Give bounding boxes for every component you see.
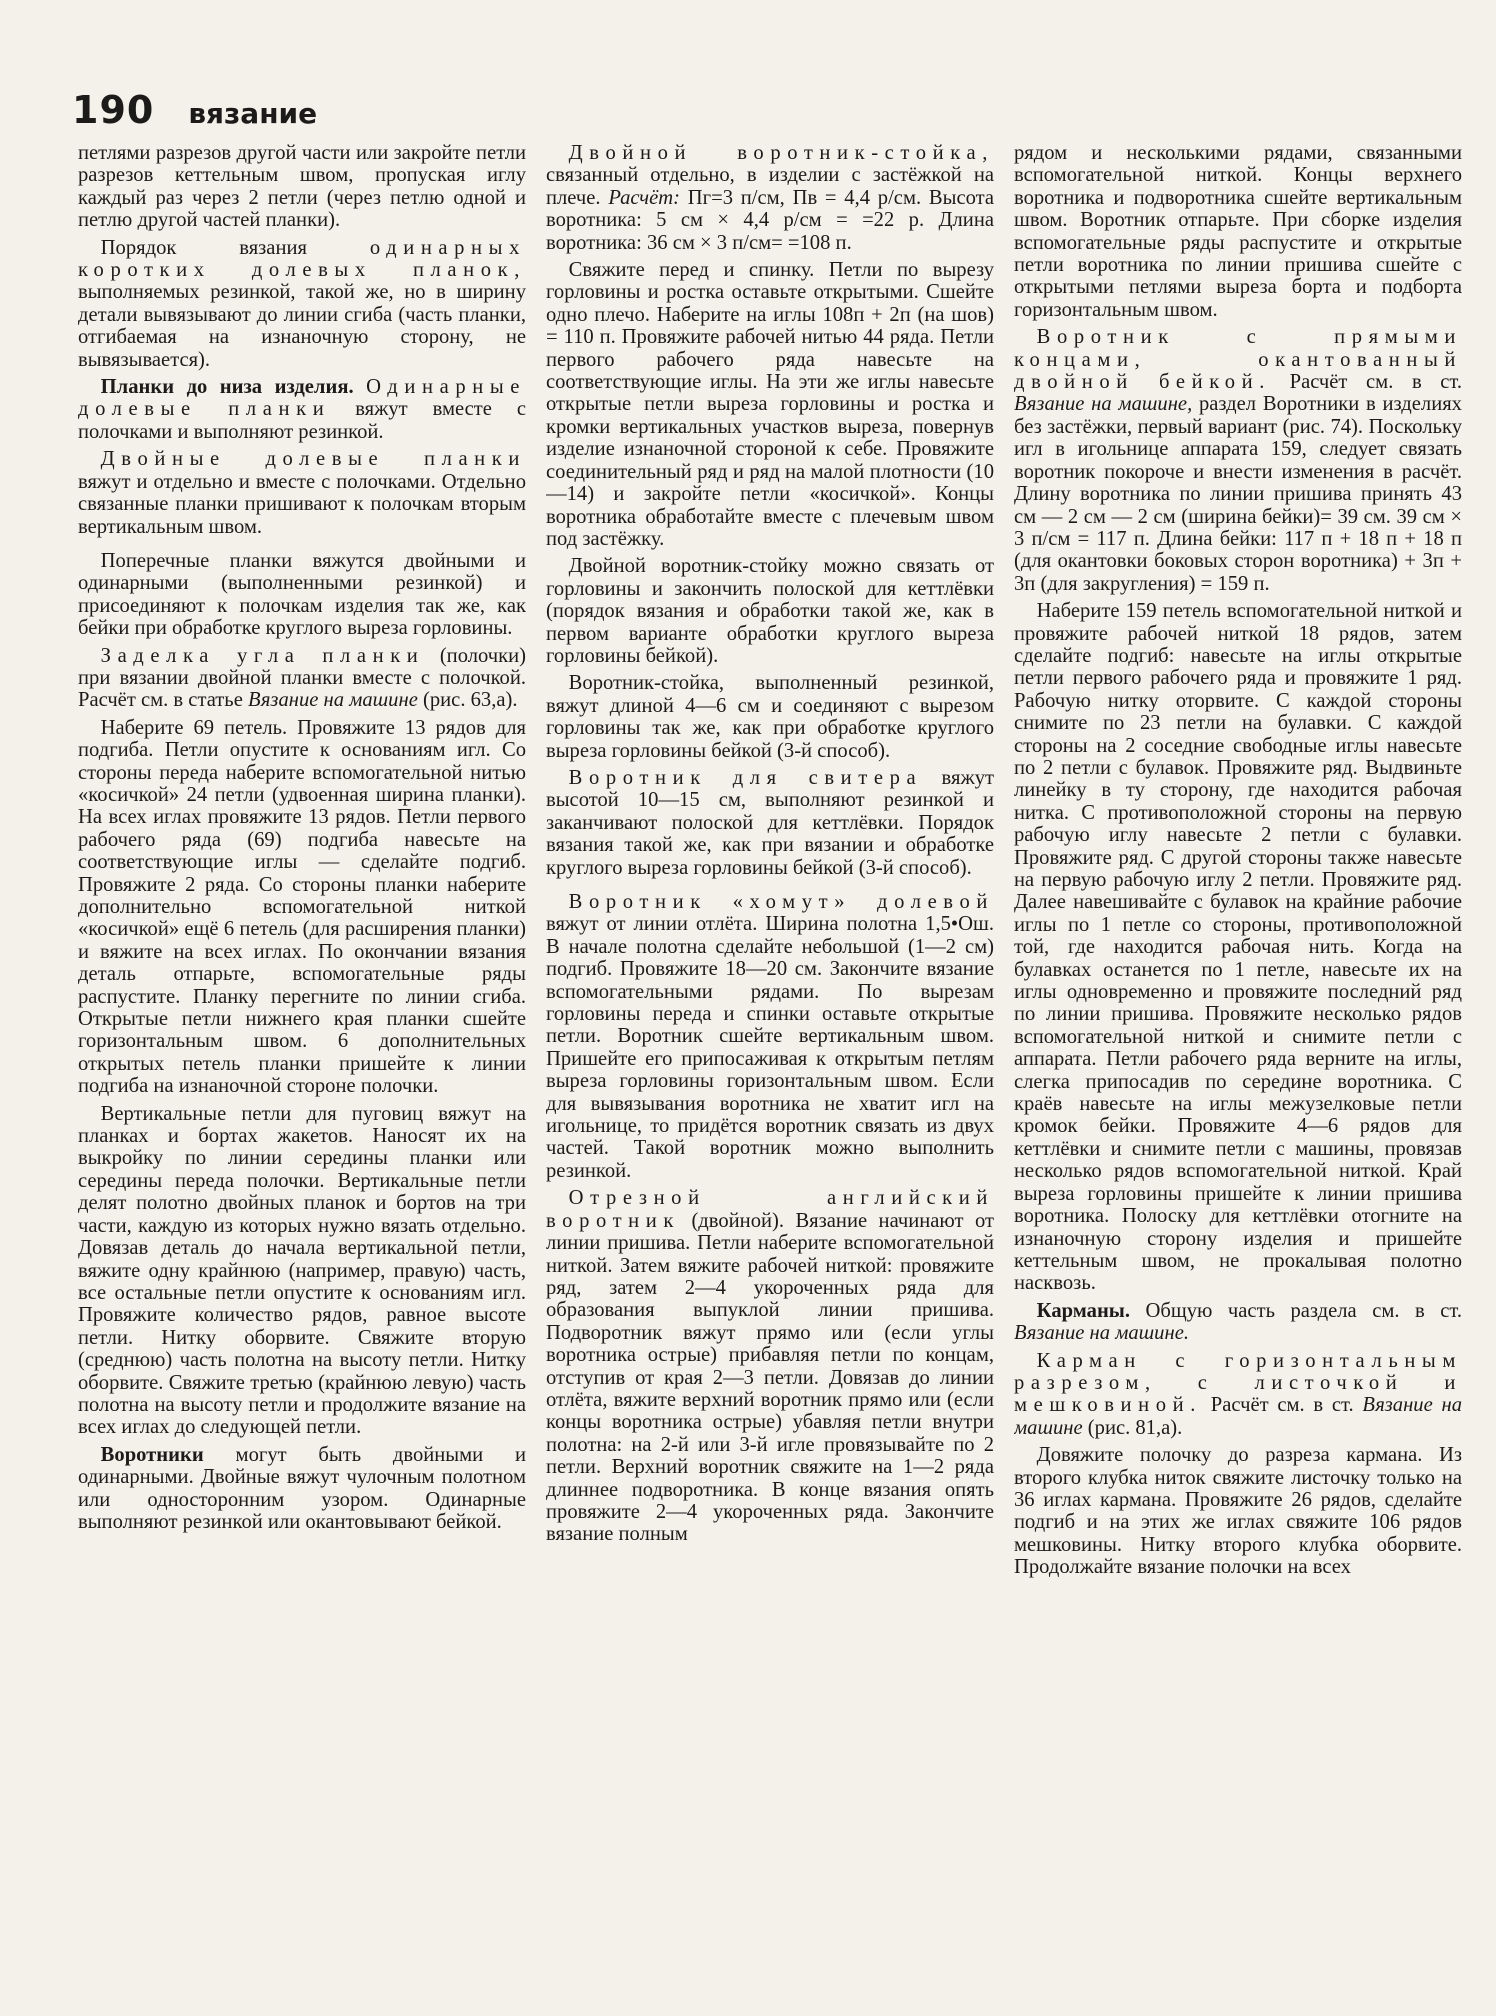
term: Двойные долевые планки — [100, 448, 526, 471]
term: Воротник для свитера — [568, 766, 923, 789]
text-columns — [78, 142, 1462, 1992]
column-2 — [546, 142, 994, 1992]
paragraph — [546, 1187, 994, 1546]
text: вяжут от линии отлёта. Ширина полотна 1,5•Ош. В начале полотна сделайте небольшой (1—2 см) подгиб. Провяжите 18—20 см. Закончите вязание вспомогательными рядами. По вырезам горловины переда и спинки оставьте открытые петли. Воротник сшейте вертикальным швом. Пришейте его припосаживая к открытым петлям выреза горловины горизонтальным швом. Если для вывязывания воротника не хватит игл на игольнице, то придётся воротник связать из двух частей. Такой воротник можно выполнить резинкой. — [546, 913, 994, 1182]
paragraph: Довяжите полочку до разреза кармана. Из второго клубка ниток свяжите листочку только на 36 иглах кармана. Провяжите 26 рядов, сделайте подгиб и на этих же иглах свяжите 106 рядов мешковины. Нитку второго клубка оборвите. Продолжайте вязание полочки на всех — [1014, 1444, 1462, 1579]
paragraph — [78, 376, 526, 443]
text: Пг=3 п/см, Пв = 4,4 р/см. Высота воротника: 5 см × 4,4 р/см = =22 р. Длина воротника: 36 см × 3 п/см= =108 п. — [546, 186, 994, 254]
running-title: вязание — [188, 97, 318, 130]
column-3 — [1014, 142, 1462, 1992]
paragraph — [78, 645, 526, 712]
text: (рис. 63,а). — [423, 689, 518, 712]
text: Общую часть раздела см. в ст. — [1145, 1299, 1462, 1322]
term: Отрезной английский воротник — [546, 1187, 994, 1232]
paragraph: Наберите 159 петель вспомогательной ниткой и провяжите рабочей ниткой 18 рядов, затем сделайте подгиб: навесьте на иглы открытые петли первого рабочего ряда и провяжите 1 ряд. Рабочую нитку оторвите. С каждой стороны снимите по 23 петли на булавки. С каждой стороны на 2 соседние свободные иглы навесьте по 2 петли с булавок. Провяжите ряд. Выдвиньте линейку в ту сторону, где находится рабочая нитка. С противоположной стороны на первую рабочую иглу навесьте 2 петли с булавки. Провяжите ряд. С другой стороны также навесьте на первую рабочую иглу 2 петли. Провяжите ряд. Далее навешивайте с булавок на крайние рабочие иглы по 1 петле со стороны, противоположной той, где находится рабочая нить. Когда на булавках останется по 1 петле, навесьте их на иглы одновременно и провяжите последний ряд по линии пришива. Провяжите несколько рядов вспомогательной ниткой и снимите петли с аппарата. Петли рабочего ряда верните на иглы, слегка припосадив по середине воротника. С краёв навесьте на иглы межузелковые петли кромок бейки. Провяжите 4—6 рядов для кеттлёвки и снимите петли с машины, провязав несколько рядов вспомогательной ниткой. Край выреза горловины пришейте к линии пришива воротника. Полоску для кеттлёвки отогните на изнаночную сторону изделия и пришейте кеттельным швом, не прокалывая полотно насквозь. — [1014, 600, 1462, 1295]
paragraph — [78, 448, 526, 538]
paragraph — [546, 142, 994, 254]
paragraph — [546, 767, 994, 879]
text: (двойной). Вязание начинают от линии пришива. Петли наберите вспомогательной ниткой. Затем вяжите рабочей ниткой: провяжите ряд, затем 2—4 укороченных ряда для образования выпуклой линии пришива. Подворотник вяжут прямо или (если углы воротника острые) прибавляя петли по концам, отступив от края 2—3 петли. Довязав до линии отлёта, вяжите верхний воротник прямо или (если концы воротника острые) убавляя петли внутри полотна: на 2-й или 3-й игле провязывайте по 2 петли. Верхний воротник свяжите на 1—2 ряда длиннее подворотника. В конце вязания опять провяжите 2—4 укороченных ряда. Закончите вязание полным — [546, 1209, 994, 1546]
term: Одинарные долевые планки — [78, 376, 526, 421]
page-number: 190 — [72, 88, 155, 132]
paragraph — [78, 1444, 526, 1534]
text: (рис. 81,а). — [1087, 1416, 1183, 1439]
italic-reference: Вязание на машине — [248, 689, 418, 712]
text: вяжут вместе с полочками и выполняют резинкой. — [78, 398, 526, 443]
text: связанный отдельно, в изделии с застёжкой на плече. — [546, 164, 994, 209]
paragraph — [546, 891, 994, 1182]
term: Воротник «хомут» долевой — [568, 891, 994, 913]
italic-reference: Вязание на машине, — [1014, 393, 1193, 416]
paragraph — [1014, 1300, 1462, 1345]
paragraph: Свяжите перед и спинку. Петли по вырезу горловины и ростка оставьте открытыми. Сшейте одно плечо. Наберите на иглы 108п + 2п (на шов) = 110 п. Провяжите рабочей нитью 44 ряда. Петли первого рабочего ряда навесьте на соответствующие иглы. На эти же иглы навесьте открытые петли выреза горловины и ростка и кромки вертикальных участков выреза, повернув изделие изнаночной стороной к себе. Провяжите соединительный ряд и ряд на малой плотности (10—14) и закройте петли «косичкой». Концы воротника обработайте вместе с плечевым швом под застёжку. — [546, 259, 994, 550]
text: Расчёт см. в ст. — [1289, 371, 1462, 394]
term: Двойной воротник-стойка, — [568, 142, 994, 164]
text: Расчёт см. в ст. — [1210, 1394, 1354, 1417]
paragraph: Наберите 69 петель. Провяжите 13 рядов для подгиба. Петли опустите к основаниям игл. Со стороны переда наберите вспомогательной нитью «косичкой» 24 петли (удвоенная ширина планки). На всех иглах провяжите 13 рядов. Петли первого рабочего ряда (69) подгиба навесьте на соответствующие иглы — сделайте подгиб. Провяжите 2 ряда. Со стороны планки наберите дополнительно вспомогательной ниткой «косичкой» ещё 6 петель (для расширения планки) и вяжите на всех иглах. По окончании вязания деталь отпарьте, вспомогательные ряды распустите. Планку перегните по линии сгиба. Открытые петли нижнего края планки сшейте горизонтальным швом. 6 дополнительных открытых петель планки пришейте к линии подгиба на изнаночной стороне полочки. — [78, 716, 526, 1098]
bold-heading: Карманы. — [1036, 1299, 1131, 1322]
text: (полочки) при вязании двойной планки вместе с полочкой. Расчёт см. в статье — [78, 644, 526, 712]
text: вяжут высотой 10—15 см, выполняют резинкой и заканчивают полоской для кеттлёвки. Порядок вязания такой же, как при вязании и обработке круглого выреза горловины бейкой (3-й способ). — [546, 766, 994, 879]
paragraph: Воротник-стойка, выполненный резинкой, вяжут длиной 4—6 см и соединяют с вырезом горловины так же, как при обработке круглого выреза горловины бейкой (3-й способ). — [546, 672, 994, 762]
italic-reference: Вязание на машине. — [1014, 1322, 1189, 1345]
bold-heading: Планки до низа изделия. — [100, 376, 354, 399]
text: выполняемых резинкой, такой же, но в ширину детали вывязывают до линии сгиба (часть планки, отгибаемая на изнаночную сторону, не вывязывается). — [78, 281, 526, 371]
paragraph — [78, 237, 526, 371]
paragraph: Вертикальные петли для пуговиц вяжут на планках и бортах жакетов. Наносят их на выкройку по линии середины планки или середины переда полочки. Вертикальные петли делят полотно двойных планок и бортов на три части, каждую из которых нужно вязать отдельно. Довязав деталь до начала вертикальной петли, вяжите одну крайнюю (например, правую) часть, все остальные петли опустите к основаниям игл. Провяжите количество рядов, равное высоте петли. Нитку оборвите. Свяжите вторую (среднюю) часть полотна на высоту петли. Нитку оборвите. Свяжите третью (крайнюю левую) часть полотна на высоту петли и продолжите вязание на всех иглах до следующей петли. — [78, 1102, 526, 1439]
text: могут быть двойными и одинарными. Двойные вяжут чулочным полотном или односторонним узором. Одинарные выполняют резинкой или окантовывают бейкой. — [78, 1443, 526, 1533]
bold-heading: Воротники — [100, 1443, 204, 1466]
italic-reference: Вязание на машине — [1014, 1394, 1462, 1439]
term: одинарных коротких долевых планок, — [78, 236, 526, 282]
text: раздел Воротники в изделиях без застёжки, первый вариант (рис. 74). Поскольку игл в игольнице аппарата 159, следует связать воротник покороче и внести изменения в расчёт. Длину воротника по линии пришива принять 43 см — 2 см — 2 см (ширина бейки)= 39 см. 39 см × 3 п/см = 117 п. Длина бейки: 117 п + 18 п + 18 п (для окантовки боковых сторон воротника) + 3п + 3п (для закругления) = 159 п. — [1014, 393, 1462, 595]
italic-reference: Расчёт: — [608, 186, 680, 209]
text: вяжут и отдельно и вместе с полочками. Отдельно связанные планки пришивают к полочкам вторым вертикальным швом. — [78, 470, 526, 538]
page-header — [72, 88, 317, 132]
term: Заделка угла планки — [100, 644, 425, 667]
paragraph: рядом и несколькими рядами, связанными вспомогательной ниткой. Концы верхнего воротника и подворотника сшейте вертикальным швом. Воротник отпарьте. При сборке изделия вспомогательные ряды распустите и открытые петли воротника по линии пришива сшейте с открытыми петлями выреза борта и подборта горизонтальным швом. — [1014, 142, 1462, 321]
paragraph: Поперечные планки вяжутся двойными и одинарными (выполненными резинкой) и присоединяют к полочкам изделия так же, как бейки при обработке круглого выреза горловины. — [78, 549, 526, 640]
paragraph — [1014, 326, 1462, 595]
paragraph — [1014, 1350, 1462, 1440]
term: Воротник с прямыми концами, окантованный двойной бейкой. — [1014, 326, 1462, 394]
column-1 — [78, 142, 526, 1992]
lead-text: Порядок вязания — [100, 236, 307, 259]
term: Карман с горизонтальным разрезом, с листочкой и мешковиной. — [1014, 1349, 1462, 1417]
paragraph: петлями разрезов другой части или закройте петли разрезов кеттельным швом, пропуская иглу каждый раз через 2 петли (через петлю одной и петлю другой частей планки). — [78, 142, 526, 232]
paragraph: Двойной воротник-стойку можно связать от горловины и закончить полоской для кеттлёвки (порядок вязания и обработки такой же, как в первом варианте обработки круглого выреза горловины бейкой). — [546, 555, 994, 667]
